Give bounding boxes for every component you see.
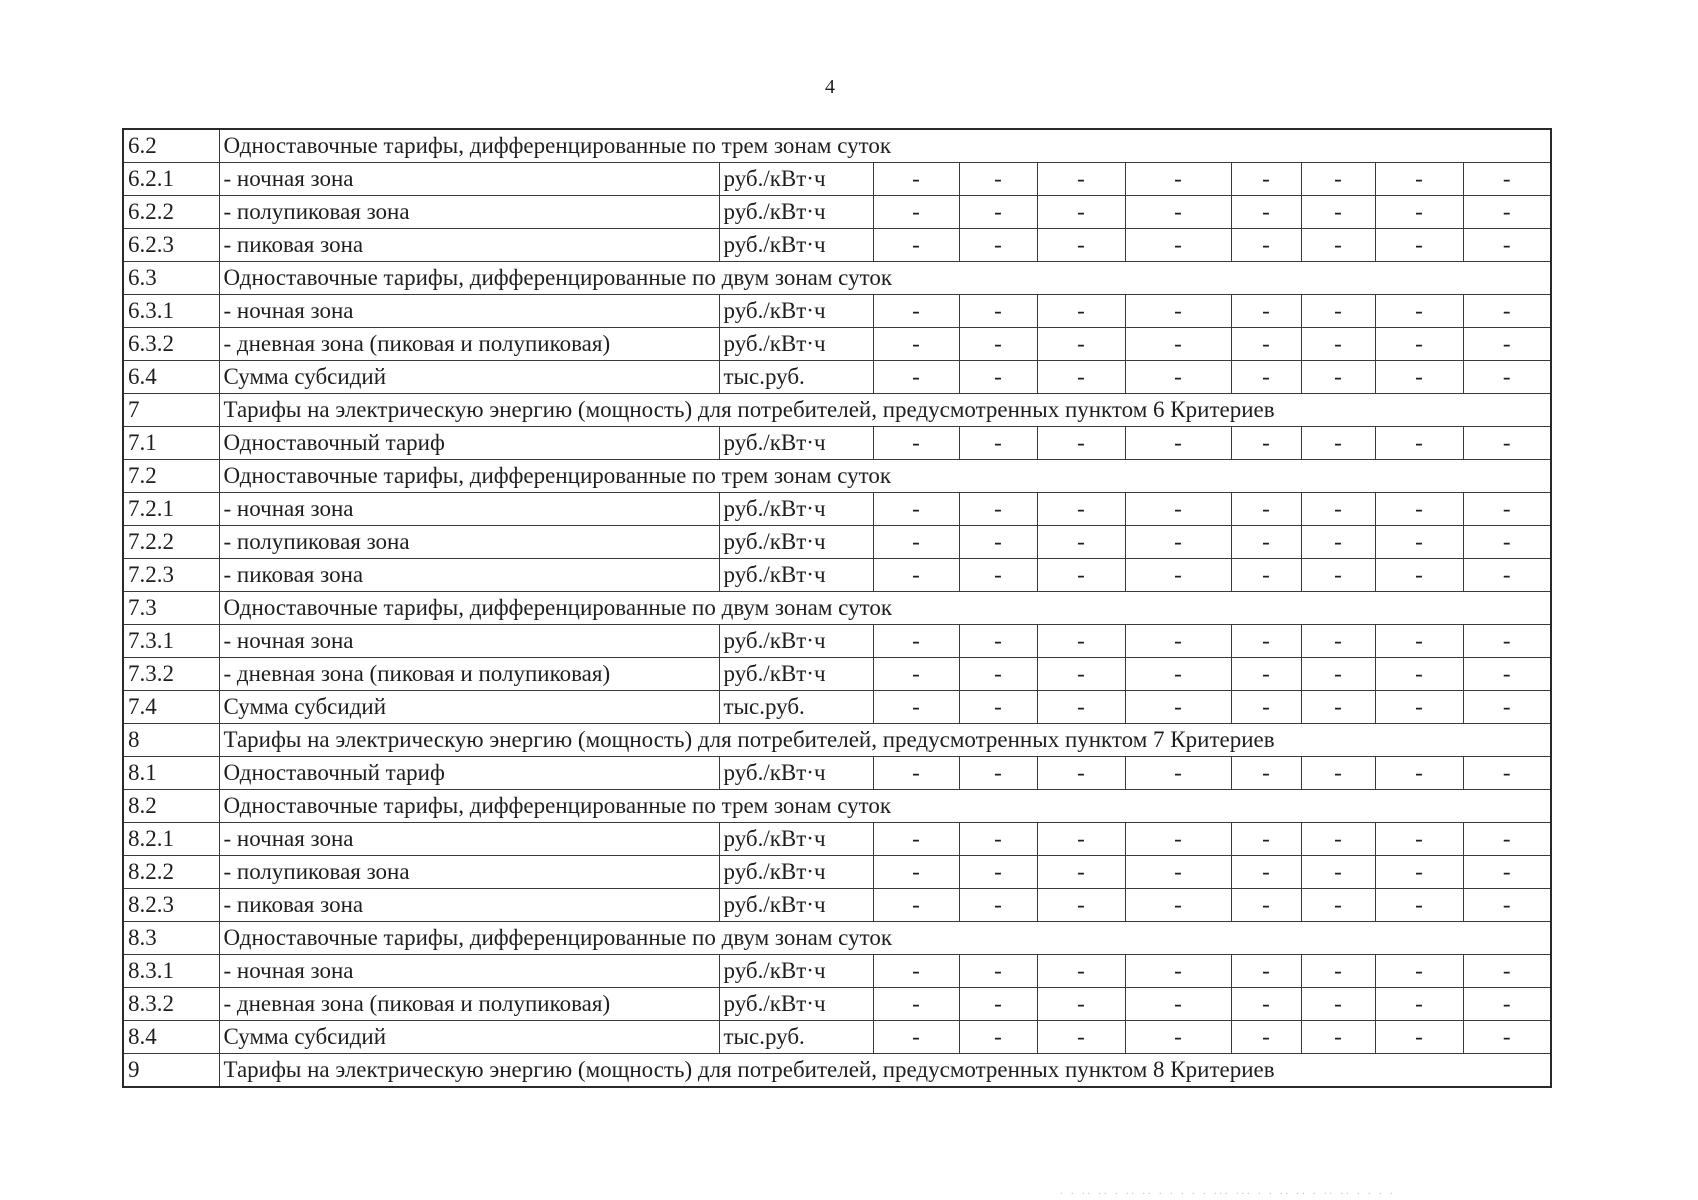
value-cell: - [1037,955,1125,988]
row-label: - пиковая зона [219,229,719,262]
value-cell: - [1301,295,1375,328]
value-cell: - [1375,328,1463,361]
value-cell: - [1463,493,1551,526]
value-cell: - [873,955,959,988]
value-cell: - [1301,1021,1375,1054]
value-cell: - [1037,328,1125,361]
value-cell: - [1301,823,1375,856]
value-cell: - [1375,295,1463,328]
row-number: 8.2 [123,790,219,823]
section-row [123,724,1551,757]
value-cell: - [873,889,959,922]
unit-cell: тыс.руб. [719,1021,873,1054]
value-cell: - [1301,691,1375,724]
value-cell: - [1037,625,1125,658]
table-row [123,988,1551,1021]
section-title: Одноставочные тарифы, дифференцированные по двум зонам суток [219,922,1551,955]
table-row [123,1021,1551,1054]
value-cell: - [1301,757,1375,790]
row-number: 6.3 [123,262,219,295]
value-cell: - [959,295,1037,328]
value-cell: - [1463,196,1551,229]
value-cell: - [873,361,959,394]
section-title: Одноставочные тарифы, дифференцированные по двум зонам суток [219,262,1551,295]
value-cell: - [1301,361,1375,394]
value-cell: - [1231,658,1301,691]
table-row [123,691,1551,724]
row-label: - ночная зона [219,163,719,196]
section-row [123,262,1551,295]
value-cell: - [1463,691,1551,724]
table-row [123,856,1551,889]
row-number: 7.3 [123,592,219,625]
value-cell: - [1125,328,1231,361]
value-cell: - [1231,1021,1301,1054]
value-cell: - [1463,361,1551,394]
row-number: 7.1 [123,427,219,460]
value-cell: - [1375,625,1463,658]
value-cell: - [1301,658,1375,691]
value-cell: - [1375,493,1463,526]
value-cell: - [959,559,1037,592]
value-cell: - [1375,988,1463,1021]
unit-cell: руб./кВт·ч [719,427,873,460]
value-cell: - [1125,1021,1231,1054]
value-cell: - [1375,559,1463,592]
section-row [123,394,1551,427]
value-cell: - [1463,856,1551,889]
row-number: 8.3.1 [123,955,219,988]
value-cell: - [873,196,959,229]
row-number: 7.2 [123,460,219,493]
value-cell: - [959,658,1037,691]
table-body [123,129,1551,1087]
value-cell: - [873,988,959,1021]
value-cell: - [1231,559,1301,592]
unit-cell: руб./кВт·ч [719,328,873,361]
value-cell: - [1125,856,1231,889]
row-label: - дневная зона (пиковая и полупиковая) [219,328,719,361]
value-cell: - [1231,229,1301,262]
unit-cell: руб./кВт·ч [719,757,873,790]
value-cell: - [1301,493,1375,526]
value-cell: - [1301,889,1375,922]
value-cell: - [1301,988,1375,1021]
row-label: - пиковая зона [219,889,719,922]
value-cell: - [1463,955,1551,988]
value-cell: - [1463,163,1551,196]
value-cell: - [959,988,1037,1021]
row-number: 7.3.2 [123,658,219,691]
value-cell: - [1125,361,1231,394]
value-cell: - [1037,295,1125,328]
unit-cell: руб./кВт·ч [719,889,873,922]
table-row [123,295,1551,328]
row-number: 6.2.2 [123,196,219,229]
value-cell: - [1125,988,1231,1021]
value-cell: - [1301,955,1375,988]
section-row [123,460,1551,493]
value-cell: - [1375,1021,1463,1054]
value-cell: - [1231,823,1301,856]
value-cell: - [1463,526,1551,559]
unit-cell: руб./кВт·ч [719,559,873,592]
value-cell: - [1463,889,1551,922]
unit-cell: руб./кВт·ч [719,625,873,658]
unit-cell: руб./кВт·ч [719,196,873,229]
value-cell: - [1231,361,1301,394]
value-cell: - [1037,823,1125,856]
row-number: 6.3.1 [123,295,219,328]
value-cell: - [1037,856,1125,889]
value-cell: - [959,856,1037,889]
value-cell: - [1463,1021,1551,1054]
row-number: 7.2.1 [123,493,219,526]
section-row [123,129,1551,163]
value-cell: - [1037,493,1125,526]
value-cell: - [1231,295,1301,328]
value-cell: - [1231,889,1301,922]
unit-cell: руб./кВт·ч [719,856,873,889]
value-cell: - [1231,988,1301,1021]
value-cell: - [1125,163,1231,196]
value-cell: - [1037,559,1125,592]
value-cell: - [959,691,1037,724]
value-cell: - [1125,229,1231,262]
row-label: - ночная зона [219,625,719,658]
table-row [123,625,1551,658]
table-row [123,526,1551,559]
value-cell: - [1125,493,1231,526]
value-cell: - [1231,196,1301,229]
value-cell: - [873,757,959,790]
value-cell: - [959,823,1037,856]
row-label: Сумма субсидий [219,1021,719,1054]
value-cell: - [873,625,959,658]
value-cell: - [873,856,959,889]
value-cell: - [873,1021,959,1054]
row-number: 7.2.3 [123,559,219,592]
value-cell: - [1375,427,1463,460]
value-cell: - [1037,163,1125,196]
unit-cell: тыс.руб. [719,361,873,394]
table-row [123,427,1551,460]
row-number: 8.3 [123,922,219,955]
table-row [123,328,1551,361]
value-cell: - [1037,757,1125,790]
unit-cell: руб./кВт·ч [719,823,873,856]
unit-cell: руб./кВт·ч [719,658,873,691]
row-label: Одноставочный тариф [219,427,719,460]
row-number: 8.1 [123,757,219,790]
value-cell: - [1375,229,1463,262]
value-cell: - [1463,229,1551,262]
section-title: Одноставочные тарифы, дифференцированные по двум зонам суток [219,592,1551,625]
value-cell: - [959,889,1037,922]
value-cell: - [1125,658,1231,691]
value-cell: - [1463,757,1551,790]
value-cell: - [1037,889,1125,922]
row-number: 6.2.3 [123,229,219,262]
value-cell: - [873,295,959,328]
value-cell: - [959,361,1037,394]
row-label: Одноставочный тариф [219,757,719,790]
value-cell: - [959,1021,1037,1054]
table-row [123,361,1551,394]
value-cell: - [1375,196,1463,229]
value-cell: - [1125,427,1231,460]
value-cell: - [1037,1021,1125,1054]
value-cell: - [1463,988,1551,1021]
unit-cell: тыс.руб. [719,691,873,724]
row-label: - ночная зона [219,295,719,328]
value-cell: - [1037,658,1125,691]
table-row [123,163,1551,196]
table-row [123,889,1551,922]
value-cell: - [1375,757,1463,790]
value-cell: - [1375,691,1463,724]
value-cell: - [1375,955,1463,988]
value-cell: - [1125,196,1231,229]
value-cell: - [873,559,959,592]
value-cell: - [1463,295,1551,328]
section-title: Тарифы на электрическую энергию (мощность) для потребителей, предусмотренных пунктом 8 Критериев [219,1054,1551,1088]
table-row [123,559,1551,592]
row-label: - ночная зона [219,955,719,988]
value-cell: - [1301,328,1375,361]
row-label: - полупиковая зона [219,196,719,229]
value-cell: - [1231,856,1301,889]
value-cell: - [1231,328,1301,361]
value-cell: - [873,526,959,559]
value-cell: - [959,196,1037,229]
value-cell: - [873,493,959,526]
row-number: 6.4 [123,361,219,394]
section-title: Одноставочные тарифы, дифференцированные по трем зонам суток [219,790,1551,823]
value-cell: - [1301,625,1375,658]
value-cell: - [959,526,1037,559]
row-number: 7.3.1 [123,625,219,658]
value-cell: - [873,823,959,856]
unit-cell: руб./кВт·ч [719,955,873,988]
row-number: 6.2 [123,129,219,163]
value-cell: - [1463,625,1551,658]
section-row [123,592,1551,625]
table-row [123,955,1551,988]
unit-cell: руб./кВт·ч [719,163,873,196]
row-label: - полупиковая зона [219,526,719,559]
value-cell: - [1231,427,1301,460]
value-cell: - [1125,295,1231,328]
value-cell: - [1463,823,1551,856]
unit-cell: руб./кВт·ч [719,229,873,262]
value-cell: - [1375,823,1463,856]
row-number: 8.3.2 [123,988,219,1021]
value-cell: - [1125,955,1231,988]
value-cell: - [873,229,959,262]
value-cell: - [1375,361,1463,394]
value-cell: - [959,625,1037,658]
table-row [123,823,1551,856]
section-title: Тарифы на электрическую энергию (мощность) для потребителей, предусмотренных пунктом 6 Критериев [219,394,1551,427]
tariff-table [122,128,1552,1088]
value-cell: - [1125,823,1231,856]
value-cell: - [873,328,959,361]
value-cell: - [1231,691,1301,724]
value-cell: - [1301,559,1375,592]
row-label: Сумма субсидий [219,361,719,394]
row-number: 7 [123,394,219,427]
value-cell: - [1231,493,1301,526]
value-cell: - [1301,196,1375,229]
value-cell: - [1037,361,1125,394]
value-cell: - [1301,163,1375,196]
value-cell: - [1231,526,1301,559]
value-cell: - [959,163,1037,196]
value-cell: - [1301,229,1375,262]
row-number: 8.4 [123,1021,219,1054]
row-label: - дневная зона (пиковая и полупиковая) [219,658,719,691]
row-number: 6.3.2 [123,328,219,361]
unit-cell: руб./кВт·ч [719,295,873,328]
value-cell: - [959,427,1037,460]
value-cell: - [1231,163,1301,196]
row-number: 8.2.2 [123,856,219,889]
value-cell: - [1231,625,1301,658]
value-cell: - [1375,526,1463,559]
value-cell: - [1037,196,1125,229]
unit-cell: руб./кВт·ч [719,493,873,526]
value-cell: - [1375,658,1463,691]
section-title: Одноставочные тарифы, дифференцированные по трем зонам суток [219,460,1551,493]
value-cell: - [1125,625,1231,658]
value-cell: - [873,163,959,196]
table-row [123,196,1551,229]
row-number: 8.2.1 [123,823,219,856]
value-cell: - [1037,691,1125,724]
row-label: - ночная зона [219,823,719,856]
value-cell: - [959,493,1037,526]
value-cell: - [1231,757,1301,790]
value-cell: - [1463,658,1551,691]
section-title: Тарифы на электрическую энергию (мощность) для потребителей, предусмотренных пунктом 7 Критериев [219,724,1551,757]
value-cell: - [1037,526,1125,559]
row-label: - полупиковая зона [219,856,719,889]
value-cell: - [1463,328,1551,361]
value-cell: - [1037,427,1125,460]
value-cell: - [1125,526,1231,559]
value-cell: - [1125,559,1231,592]
section-row [123,790,1551,823]
value-cell: - [1463,559,1551,592]
row-label: - дневная зона (пиковая и полупиковая) [219,988,719,1021]
value-cell: - [1375,856,1463,889]
value-cell: - [1125,757,1231,790]
value-cell: - [1037,229,1125,262]
row-number: 8.2.3 [123,889,219,922]
row-number: 8 [123,724,219,757]
table-row [123,493,1551,526]
value-cell: - [873,691,959,724]
section-row [123,1054,1551,1088]
row-number: 9 [123,1054,219,1088]
row-label: Сумма субсидий [219,691,719,724]
value-cell: - [959,955,1037,988]
value-cell: - [1125,691,1231,724]
value-cell: - [1375,163,1463,196]
value-cell: - [1037,988,1125,1021]
value-cell: - [1125,889,1231,922]
row-number: 6.2.1 [123,163,219,196]
value-cell: - [1301,526,1375,559]
page-number: 4 [825,76,835,98]
unit-cell: руб./кВт·ч [719,526,873,559]
unit-cell: руб./кВт·ч [719,988,873,1021]
value-cell: - [1375,889,1463,922]
value-cell: - [873,427,959,460]
row-label: - пиковая зона [219,559,719,592]
table-row [123,229,1551,262]
section-row [123,922,1551,955]
row-number: 7.2.2 [123,526,219,559]
table-row [123,757,1551,790]
value-cell: - [1231,955,1301,988]
scan-artifact: . . .. .. . .. .. . . . . . ... ... . . .. .. . .. .. . . . . [1060,1186,1396,1197]
section-title: Одноставочные тарифы, дифференцированные по трем зонам суток [219,129,1551,163]
value-cell: - [1301,856,1375,889]
table-row [123,658,1551,691]
value-cell: - [959,328,1037,361]
value-cell: - [1463,427,1551,460]
value-cell: - [873,658,959,691]
row-number: 7.4 [123,691,219,724]
value-cell: - [959,229,1037,262]
value-cell: - [1301,427,1375,460]
value-cell: - [959,757,1037,790]
row-label: - ночная зона [219,493,719,526]
